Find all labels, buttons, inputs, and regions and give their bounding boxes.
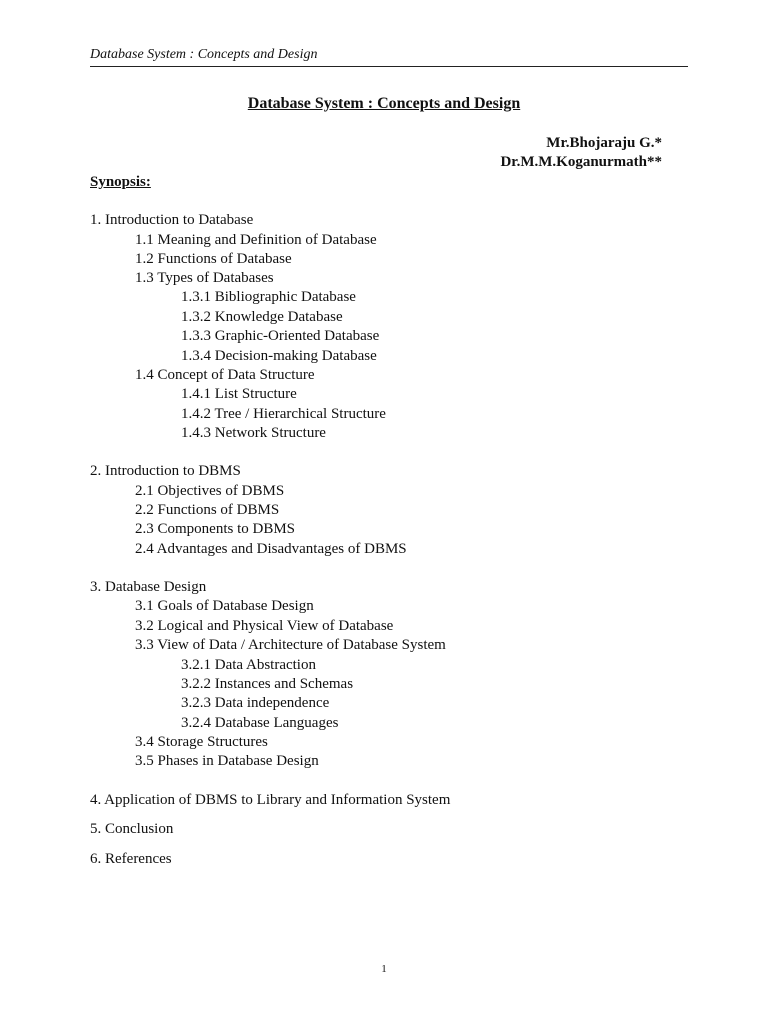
toc-entry: 1.1 Meaning and Definition of Database bbox=[135, 232, 377, 248]
document-title-text: Database System : Concepts and Design bbox=[247, 95, 521, 112]
toc-entry: 2.3 Components to DBMS bbox=[135, 521, 296, 537]
toc-entry: 1.3.3 Graphic-Oriented Database bbox=[181, 328, 380, 344]
toc-entry: 1. Introduction to Database bbox=[90, 212, 254, 228]
toc-entry: 3.4 Storage Structures bbox=[135, 734, 268, 750]
table-of-contents bbox=[90, 0, 690, 1024]
toc-entry: 3.1 Goals of Database Design bbox=[135, 598, 314, 614]
toc-entry: 3.2 Logical and Physical View of Database bbox=[135, 618, 394, 634]
toc-entry: 1.4.2 Tree / Hierarchical Structure bbox=[181, 406, 386, 422]
page-number: 1 bbox=[381, 963, 387, 975]
toc-entry: 2. Introduction to DBMS bbox=[90, 463, 241, 479]
toc-entry: 1.4.3 Network Structure bbox=[181, 425, 326, 441]
toc-entry: 3.3 View of Data / Architecture of Database System bbox=[135, 637, 446, 653]
toc-entry: 2.1 Objectives of DBMS bbox=[135, 483, 285, 499]
toc-entry: 3.2.3 Data independence bbox=[181, 695, 330, 711]
toc-entry: 2.4 Advantages and Disadvantages of DBMS bbox=[135, 541, 407, 557]
author-name: Dr.M.M.Koganurmath** bbox=[500, 154, 662, 170]
synopsis-heading: Synopsis: bbox=[90, 174, 151, 190]
toc-entry: 1.3.2 Knowledge Database bbox=[181, 309, 343, 325]
running-header: Database System : Concepts and Design bbox=[90, 47, 318, 62]
toc-entry: 2.2 Functions of DBMS bbox=[135, 502, 280, 518]
toc-entry: 5. Conclusion bbox=[90, 821, 174, 837]
toc-entry: 1.2 Functions of Database bbox=[135, 251, 292, 267]
toc-entry: 3.2.1 Data Abstraction bbox=[181, 657, 316, 673]
toc-entry: 3.2.2 Instances and Schemas bbox=[181, 676, 354, 692]
toc-entry: 1.4.1 List Structure bbox=[181, 386, 297, 402]
toc-entry: 3. Database Design bbox=[90, 579, 207, 595]
toc-entry: 1.4 Concept of Data Structure bbox=[135, 367, 315, 383]
toc-entry: 6. References bbox=[90, 851, 172, 867]
toc-entry: 1.3 Types of Databases bbox=[135, 270, 274, 286]
toc-entry: 3.5 Phases in Database Design bbox=[135, 753, 319, 769]
author-name: Mr.Bhojaraju G.* bbox=[546, 135, 662, 151]
toc-entry: 1.3.1 Bibliographic Database bbox=[181, 289, 356, 305]
toc-entry: 1.3.4 Decision-making Database bbox=[181, 348, 377, 364]
toc-entry: 3.2.4 Database Languages bbox=[181, 715, 339, 731]
toc-entry: 4. Application of DBMS to Library and Information System bbox=[90, 792, 451, 808]
